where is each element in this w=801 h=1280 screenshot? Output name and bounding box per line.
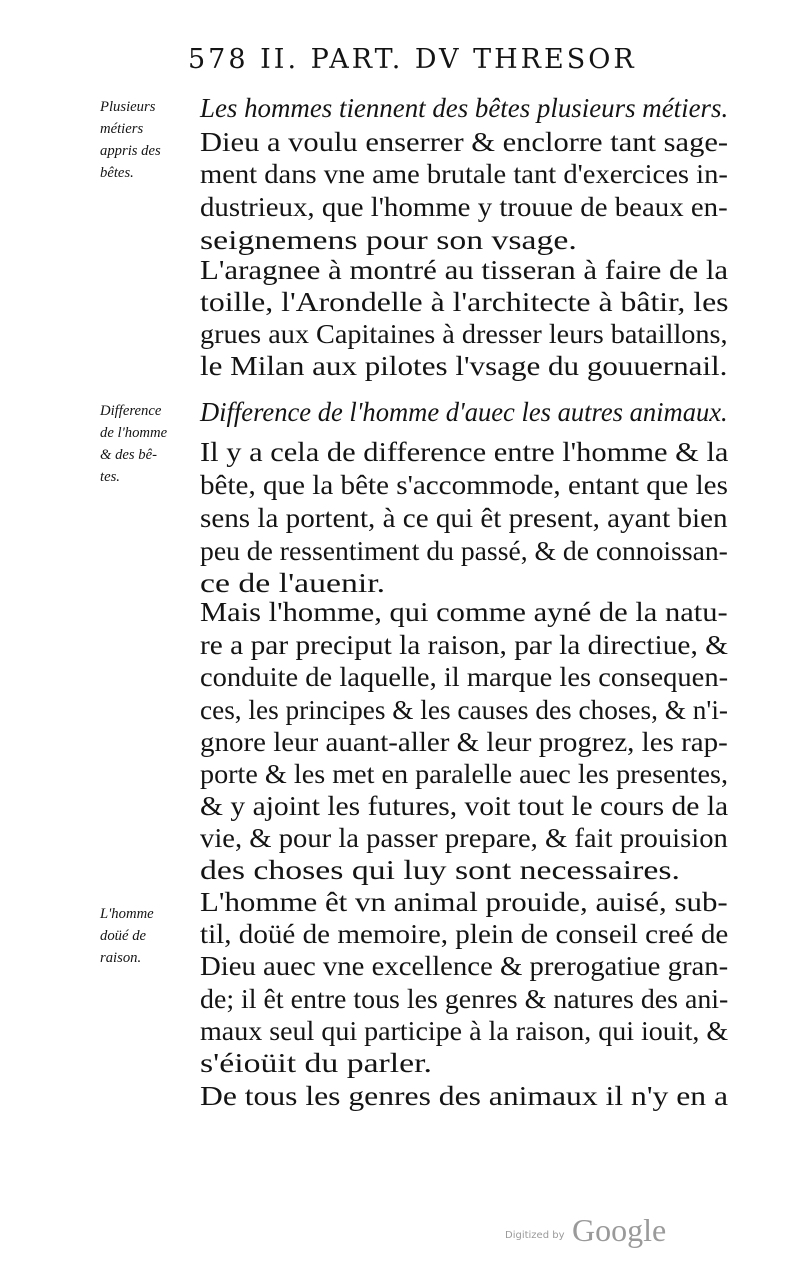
text-line: & y ajoint les futures, voit tout le cours de la — [200, 791, 729, 821]
text-line: seignemens pour son vsage. — [200, 225, 577, 255]
section-heading: Les hommes tiennent des bêtes plusieurs métiers. — [200, 93, 729, 123]
text-line: le Milan aux pilotes l'vsage du gouuernail. — [200, 351, 728, 381]
text-line: ces, les principes & les causes des choses, & n'i- — [200, 695, 728, 725]
text-line: grues aux Capitaines à dresser leurs bataillons, — [200, 319, 728, 349]
text-line: s'éioüit du parler. — [200, 1048, 432, 1078]
text-line: gnore leur auant-aller & leur progrez, les rap- — [200, 727, 728, 757]
text-line: des choses qui luy sont necessaires. — [200, 855, 680, 885]
text-line: dustrieux, que l'homme y trouue de beaux en- — [200, 192, 728, 222]
text-line: vie, & pour la passer prepare, & fait prouision — [200, 823, 728, 853]
margin-note: Difference de l'homme & des bê- tes. — [100, 403, 168, 485]
google-watermark: Google — [572, 1212, 667, 1248]
text-line: de; il êt entre tous les genres & natures des ani- — [200, 984, 729, 1014]
text-line: peu de ressentiment du passé, & de connoissan- — [200, 536, 728, 566]
text-line: Mais l'homme, qui comme ayné de la natu- — [200, 597, 728, 627]
text-line: re a par preciput la raison, par la directiue, & — [200, 630, 729, 660]
margin-note: L'homme doüé de raison. — [100, 906, 154, 966]
digitized-by-label: Digitized by — [505, 1230, 565, 1241]
text-line: Dieu auec vne excellence & prerogatiue gran- — [200, 951, 729, 981]
text-line: sens la portent, à ce qui êt present, ayant bien — [200, 503, 728, 533]
text-line: bête, que la bête s'accommode, entant que les — [200, 470, 728, 500]
text-line: Il y a cela de difference entre l'homme & la — [200, 437, 729, 467]
text-line: conduite de laquelle, il marque les consequen- — [200, 662, 729, 692]
text-line: ce de l'auenir. — [200, 568, 386, 598]
running-header: 578 II. PART. DV THRESOR — [188, 44, 637, 75]
text-line: toille, l'Arondelle à l'architecte à bâtir, les — [200, 287, 729, 317]
text-line: L'homme êt vn animal prouide, auisé, sub- — [200, 887, 728, 917]
text-line: De tous les genres des animaux il n'y en a — [200, 1081, 728, 1111]
text-line: til, doüé de memoire, plein de conseil creé de — [200, 919, 729, 949]
text-line: ment dans vne ame brutale tant d'exercices in- — [200, 159, 728, 189]
margin-note: Plusieurs métiers appris des bêtes. — [100, 99, 161, 181]
section-heading: Difference de l'homme d'auec les autres animaux. — [200, 397, 728, 427]
text-line: Dieu a voulu enserrer & enclorre tant sage- — [200, 127, 729, 157]
text-line: maux seul qui participe à la raison, qui iouit, & — [200, 1016, 729, 1046]
text-line: porte & les met en paralelle auec les presentes, — [200, 759, 729, 789]
text-line: L'aragnee à montré au tisseran à faire de la — [200, 255, 729, 285]
